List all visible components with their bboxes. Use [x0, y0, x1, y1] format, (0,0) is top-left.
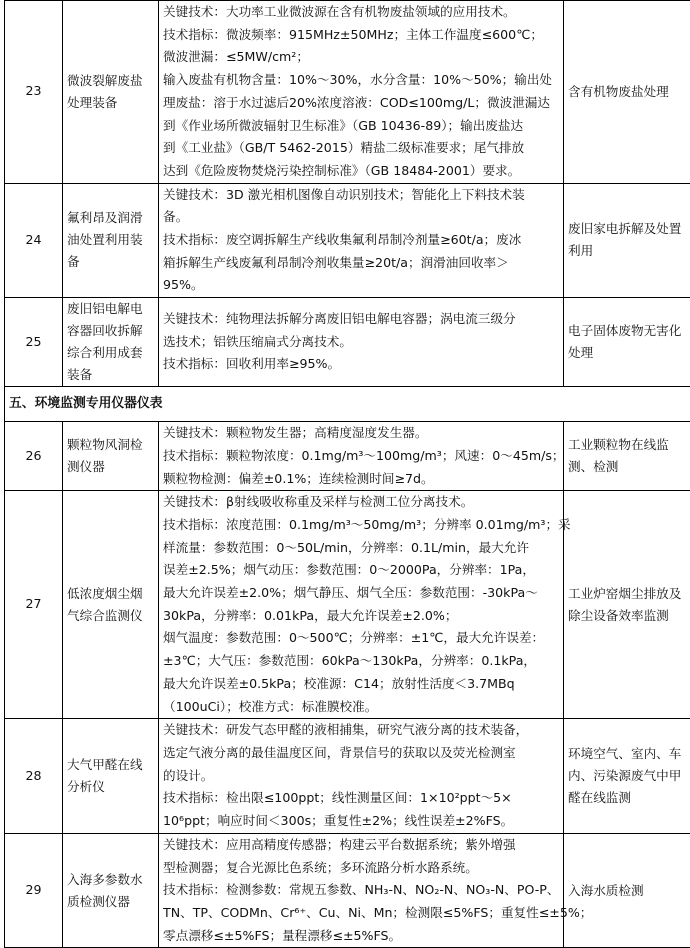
desc-line: 误差±2.5%；烟气动压：参数范围：0～2000Pa，分辨率：1Pa， [163, 559, 559, 582]
desc-line: 95%。 [163, 274, 559, 297]
equipment-name: 颗粒物风洞检测仪器 [63, 422, 159, 491]
desc-line: 零点漂移≤±5%FS；量程漂移≤±5%FS。 [163, 925, 559, 948]
desc-line: 关键技术：大功率工业微波源在含有机物废盐领域的应用技术。 [163, 1, 559, 24]
technical-description [159, 491, 564, 719]
equipment-catalog-table [4, 0, 690, 948]
desc-line: 型检测器；复合光源比色系统；多环流路分析水路系统。 [163, 857, 559, 880]
equipment-name: 低浓度烟尘烟气综合监测仪 [63, 491, 159, 719]
row-number: 28 [5, 719, 63, 834]
desc-line: 关键技术：纯物理法拆解分离废旧铝电解电容器；涡电流三级分 [163, 308, 559, 331]
desc-line: 最大允许误差±2.0%；烟气静压、烟气全压：参数范围：-30kPa～ [163, 582, 559, 605]
row-number: 24 [5, 183, 63, 298]
table-row [5, 833, 690, 948]
desc-line: 技术指标：检测参数：常规五参数、NH₃-N、NO₂-N、NO₃-N、PO-P、 [163, 879, 559, 902]
desc-line: 箱拆解生产线废氟利昂制冷剂收集量≥20t/a；润滑油回收率＞ [163, 252, 559, 275]
desc-line: （100uCi）；校准方式：标准膜校准。 [163, 696, 559, 719]
desc-line: TN、TP、CODMn、Cr⁶⁺、Cu、Ni、Mn；检测限≤5%FS；重复性≤±5%； [163, 902, 559, 925]
desc-line: 技术指标：浓度范围：0.1mg/m³～50mg/m³；分辨率 0.01mg/m³；采 [163, 514, 559, 537]
application-field: 废旧家电拆解及处置利用 [564, 183, 690, 298]
desc-line: 到《作业场所微波辐射卫生标准》（GB 10436-89）；输出废盐达 [163, 115, 559, 138]
application-field: 工业炉窑烟尘排放及除尘设备效率监测 [564, 491, 690, 719]
desc-line: 10⁶ppt；响应时间＜300s；重复性±2%；线性误差±2%FS。 [163, 810, 559, 833]
desc-line: 技术指标：废空调拆解生产线收集氟利昂制冷剂量≥60t/a；废冰 [163, 229, 559, 252]
equipment-name: 大气甲醛在线分析仪 [63, 719, 159, 834]
application-field: 工业颗粒物在线监测、检测 [564, 422, 690, 491]
table-row [5, 719, 690, 834]
desc-line: 关键技术：3D 激光相机图像自动识别技术；智能化上下料技术装 [163, 184, 559, 207]
row-number: 23 [5, 1, 63, 184]
section-row [5, 387, 690, 422]
technical-description [159, 833, 564, 948]
desc-line: 选定气液分离的最佳温度区间，背景信号的获取以及荧光检测室 [163, 742, 559, 765]
desc-line: 关键技术：β射线吸收称重及采样与检测工位分离技术。 [163, 491, 559, 514]
table-row [5, 183, 690, 298]
desc-line: 技术指标：颗粒物浓度：0.1mg/m³～100mg/m³；风速：0～45m/s； [163, 445, 559, 468]
desc-line: 烟气温度：参数范围：0～500℃；分辨率：±1℃，最大允许误差： [163, 627, 559, 650]
desc-line: 的设计。 [163, 765, 559, 788]
desc-line: 技术指标：回收利用率≥95%。 [163, 353, 559, 376]
row-number: 27 [5, 491, 63, 719]
desc-line: 备。 [163, 206, 559, 229]
desc-line: 技术指标：检出限≤100ppt；线性测量区间：1×10²ppt～5× [163, 787, 559, 810]
application-field: 环境空气、室内、车内、污染源废气中甲醛在线监测 [564, 719, 690, 834]
desc-line: 输入废盐有机物含量：10%～30%，水分含量：10%～50%；输出处 [163, 69, 559, 92]
table-row [5, 1, 690, 184]
technical-description [159, 719, 564, 834]
table-row [5, 491, 690, 719]
desc-line: 颗粒物检测：偏差±0.1%；连续检测时间≥7d。 [163, 468, 559, 491]
desc-line: 关键技术：应用高精度传感器；构建云平台数据系统；紫外增强 [163, 834, 559, 857]
application-field: 含有机物废盐处理 [564, 1, 690, 184]
section-title: 五、环境监测专用仪器仪表 [5, 387, 690, 422]
desc-line: 理废盐：溶于水过滤后20%浓度溶液：COD≤100mg/L；微波泄漏达 [163, 92, 559, 115]
equipment-name: 废旧铝电解电容器回收拆解综合利用成套装备 [63, 298, 159, 387]
equipment-name: 微波裂解废盐处理装备 [63, 1, 159, 184]
desc-line: ±3℃；大气压：参数范围：60kPa～130kPa，分辨率：0.1kPa， [163, 650, 559, 673]
desc-line: 选技术；铝铁压缩扁式分离技术。 [163, 331, 559, 354]
row-number: 25 [5, 298, 63, 387]
desc-line: 技术指标：微波频率：915MHz±50MHz；主体工作温度≤600℃； [163, 24, 559, 47]
equipment-name: 入海多参数水质检测仪器 [63, 833, 159, 948]
table-row [5, 298, 690, 387]
technical-description [159, 298, 564, 387]
application-field: 电子固体废物无害化处理 [564, 298, 690, 387]
technical-description [159, 1, 564, 184]
table-row [5, 422, 690, 491]
desc-line: 最大允许误差±0.5kPa；校准源：C14；放射性活度＜3.7MBq [163, 673, 559, 696]
desc-line: 样流量：参数范围：0～50L/min，分辨率：0.1L/min，最大允许 [163, 537, 559, 560]
desc-line: 30kPa，分辨率：0.01kPa，最大允许误差±2.0%； [163, 605, 559, 628]
row-number: 26 [5, 422, 63, 491]
technical-description [159, 422, 564, 491]
technical-description [159, 183, 564, 298]
desc-line: 达到《危险废物焚烧污染控制标准》（GB 18484-2001）要求。 [163, 160, 559, 183]
desc-line: 关键技术：颗粒物发生器；高精度湿度发生器。 [163, 422, 559, 445]
desc-line: 到《工业盐》（GB/T 5462-2015）精盐二级标准要求；尾气排放 [163, 137, 559, 160]
application-field: 入海水质检测 [564, 833, 690, 948]
desc-line: 微波泄漏：≤5MW/cm²； [163, 46, 559, 69]
desc-line: 关键技术：研发气态甲醛的液相捕集，研究气液分离的技术装备， [163, 719, 559, 742]
row-number: 29 [5, 833, 63, 948]
equipment-name: 氟利昂及润滑油处置利用装备 [63, 183, 159, 298]
